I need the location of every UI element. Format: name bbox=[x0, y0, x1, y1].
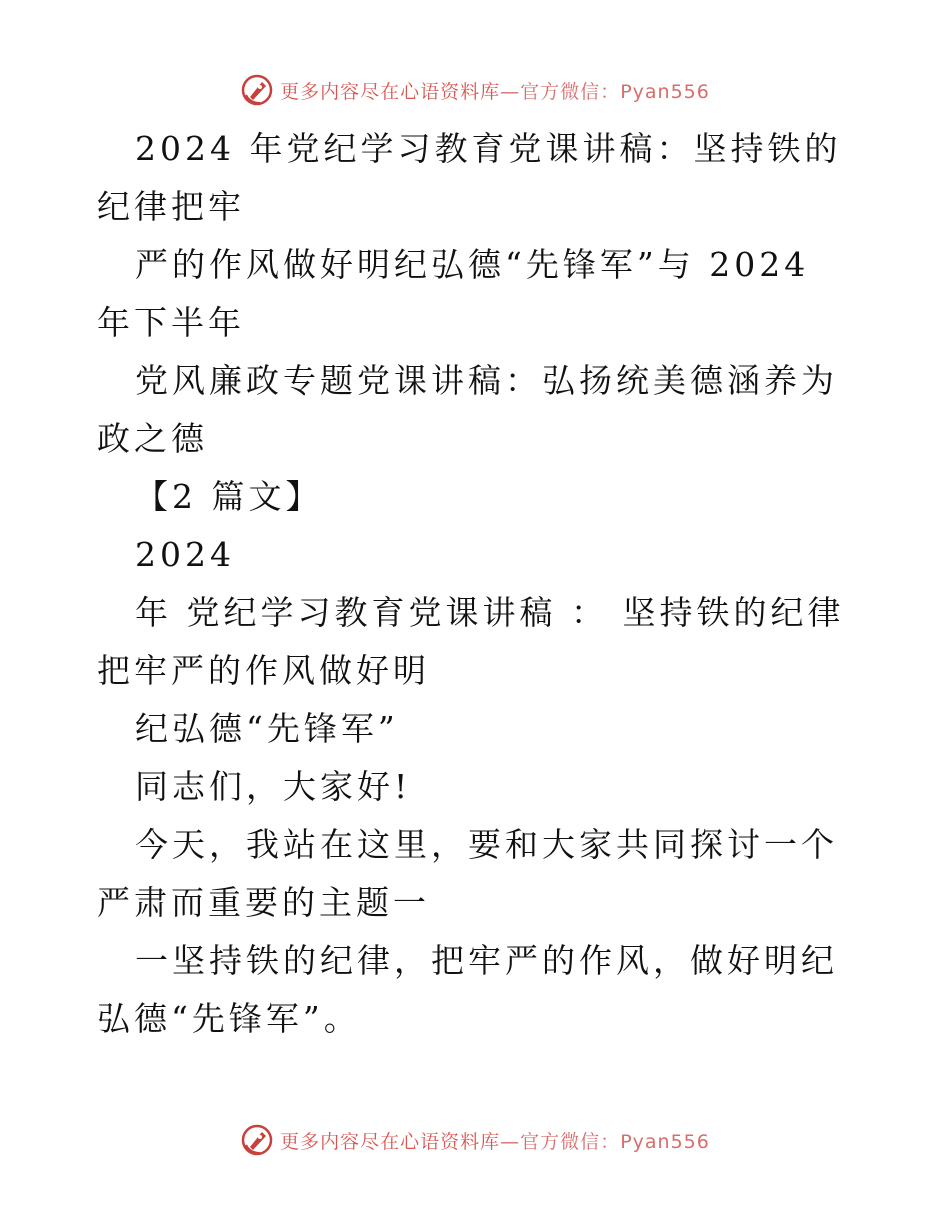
pen-nib-logo-icon bbox=[240, 1123, 274, 1157]
banner-contact-value: Pyan556 bbox=[620, 1130, 710, 1153]
banner-text bbox=[280, 77, 710, 104]
paragraph: 2024 年党纪学习教育党课讲稿：坚持铁的纪律把牢 bbox=[97, 129, 842, 226]
banner-main-text: 更多内容尽在心语资料库 bbox=[280, 80, 501, 103]
footer-banner bbox=[0, 1120, 950, 1160]
document-body bbox=[97, 120, 857, 1048]
paragraph: 【2 篇文】 bbox=[135, 477, 323, 516]
banner-contact-label: 官方微信： bbox=[520, 80, 621, 103]
pen-nib-logo-icon bbox=[240, 73, 274, 107]
paragraph: 严的作风做好明纪弘德“先锋军”与 2024 年下半年 bbox=[97, 245, 810, 342]
paragraph: 一坚持铁的纪律，把牢严的作风，做好明纪弘德“先锋军”。 bbox=[97, 941, 838, 1038]
paragraph: 2024 bbox=[135, 535, 235, 574]
paragraph: 党风廉政专题党课讲稿：弘扬统美德涵养为政之德 bbox=[97, 361, 838, 458]
banner-contact-value: Pyan556 bbox=[620, 80, 710, 103]
paragraph: 今天，我站在这里，要和大家共同探讨一个严肃而重要的主题一 bbox=[97, 825, 838, 922]
paragraph: 同志们，大家好! bbox=[135, 767, 412, 806]
header-banner bbox=[0, 70, 950, 110]
paragraph: 年 党纪学习教育党课讲稿 ： 坚持铁的纪律把牢严的作风做好明 bbox=[97, 593, 845, 690]
banner-separator: — bbox=[500, 1130, 521, 1153]
banner-contact-label: 官方微信： bbox=[520, 1130, 621, 1153]
banner-text bbox=[280, 1127, 710, 1154]
banner-separator: — bbox=[500, 80, 521, 103]
banner-main-text: 更多内容尽在心语资料库 bbox=[280, 1130, 501, 1153]
paragraph: 纪弘德“先锋军” bbox=[135, 709, 399, 748]
